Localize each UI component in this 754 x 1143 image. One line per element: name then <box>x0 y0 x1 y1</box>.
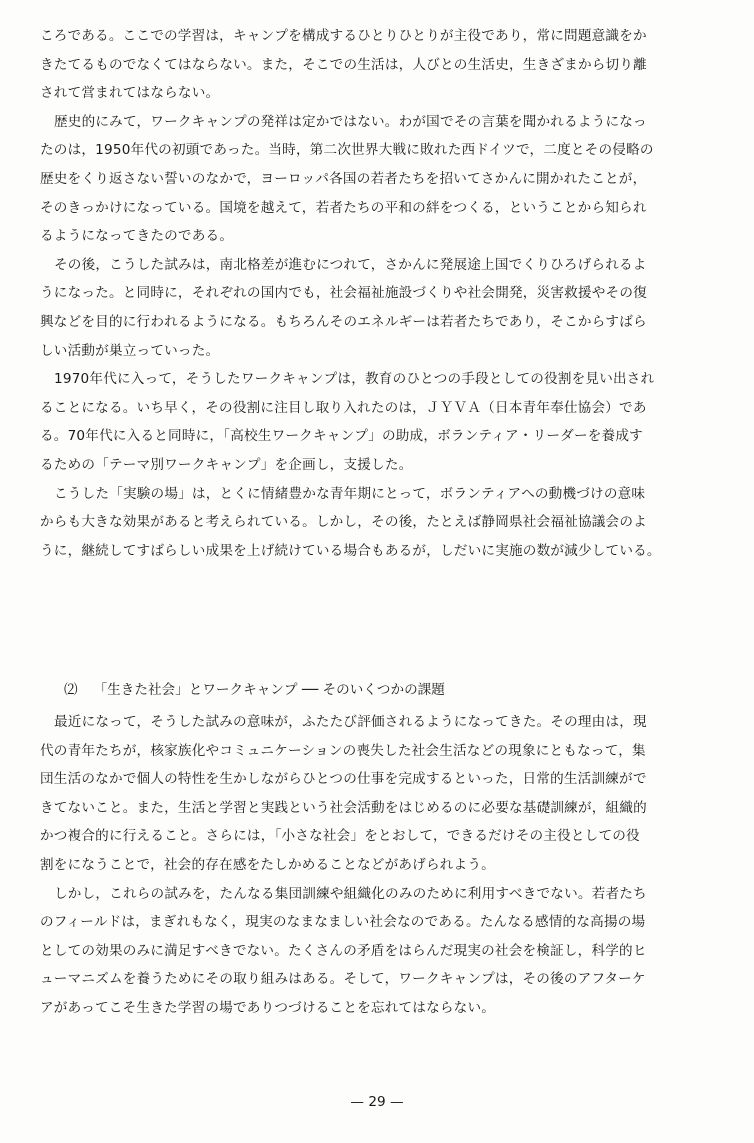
text-line: うに，継続してすばらしい成果を上げ続けている場合もあるが，しだいに実施の数が減少している。 <box>40 542 661 559</box>
text-line: るための「テーマ別ワークキャンプ」を企画し，支援した。 <box>40 456 413 473</box>
page-number: — 29 — <box>350 1094 404 1110</box>
body-text-lower <box>40 708 716 1023</box>
text-line: 1970年代に入って，そうしたワークキャンプは，教育のひとつの手段としての役割を見い出され <box>54 371 655 388</box>
text-line: たのは，1950年代の初頭であった。当時，第二次世界大戦に敗れた西ドイツで，二度とその侵略の <box>40 142 654 159</box>
text-line: としての効果のみに満足すべきでない。たくさんの矛盾をはらんだ現実の社会を検証し，科学的ヒ <box>40 942 647 959</box>
text-line: こうした「実験の場」は，とくに情緒豊かな青年期にとって，ボランティアへの動機づけの意味 <box>54 485 646 502</box>
text-line: のフィールドは，まぎれもなく，現実のなまなましい社会なのである。たんなる感情的な高揚の場 <box>40 914 646 931</box>
text-line: 興などを目的に行われるようになる。もちろんそのエネルギーは若者たちであり，そこからすばら <box>40 313 647 330</box>
text-line: 最近になって，そうした試みの意味が，ふたたび評価されるようになってきた。その理由は，現 <box>54 714 647 730</box>
text-line: しかし，これらの試みを，たんなる集団訓練や組織化のみのために利用すべきでない。若者たち <box>54 885 647 902</box>
text-line: 代の青年たちが，核家族化やコミュニケーションの喪失した社会生活などの現象にともなって，集 <box>40 742 646 759</box>
text-line: きたてるものでなくてはならない。また，そこでの生活は，人びとの生活史，生きざまから切り離 <box>40 56 647 73</box>
text-line: ることになる。いち早く，その役割に注目し取り入れたのは，ＪＹＶＡ（日本青年奉仕協会）であ <box>40 399 647 416</box>
text-line: そのきっかけになっている。国境を越えて，若者たちの平和の絆をつくる，ということから知られ <box>40 199 647 216</box>
section-title: 「生きた社会」とワークキャンプ ── そのいくつかの課題 <box>93 682 445 698</box>
text-line: 歴史をくり返さない誓いのなかで，ヨーロッパ各国の若者たちを招いてさかんに開かれたことが， <box>40 170 647 187</box>
section-number: ⑵ <box>64 682 78 698</box>
text-line: ューマニズムを養うためにその取り組みはある。そして，ワークキャンプは，その後のアフターケ <box>40 971 646 988</box>
text-line: アがあってこそ生きた学習の場でありつづけることを忘れてはならない。 <box>40 999 496 1016</box>
text-line: その後，こうした試みは，南北格差が進むにつれて，さかんに発展途上国でくりひろげられるよ <box>54 256 647 273</box>
text-line: る。70年代に入ると同時に，「高校生ワークキャンプ」の助成，ボランティア・リーダーを養成す <box>40 428 643 445</box>
text-line: るようになってきたのである。 <box>40 228 234 245</box>
text-line: ころである。ここでの学習は，キャンプを構成するひとりひとりが主役であり，常に問題意識をか <box>40 28 647 44</box>
text-line: きてないこと。また，生活と学習と実践という社会活動をはじめるのに必要な基礎訓練が，組織的 <box>40 799 647 816</box>
text-line: かつ複合的に行えること。さらには，「小さな社会」をとおして，できるだけその主役としての役 <box>40 828 640 845</box>
text-line: うになった。と同時に，それぞれの国内でも，社会福祉施設づくりや社会開発，災害救援やその復 <box>40 285 647 302</box>
section-heading <box>64 676 445 704</box>
text-line: 歴史的にみて，ワークキャンプの発祥は定かではない。わが国でその言葉を聞かれるようになっ <box>54 113 647 130</box>
text-line: されて営まれてはならない。 <box>40 85 220 102</box>
text-line: 割をになうことで，社会的存在感をたしかめることなどがあげられよう。 <box>40 856 495 873</box>
text-line: しい活動が巣立っていった。 <box>40 342 220 359</box>
body-text-upper <box>40 22 716 565</box>
text-line: からも大きな効果があると考えられている。しかし，その後，たとえば静岡県社会福祉協議会のよ <box>40 514 647 531</box>
text-line: 団生活のなかで個人の特性を生かしながらひとつの仕事を完成するといった，日常的生活訓練がで <box>40 771 647 788</box>
